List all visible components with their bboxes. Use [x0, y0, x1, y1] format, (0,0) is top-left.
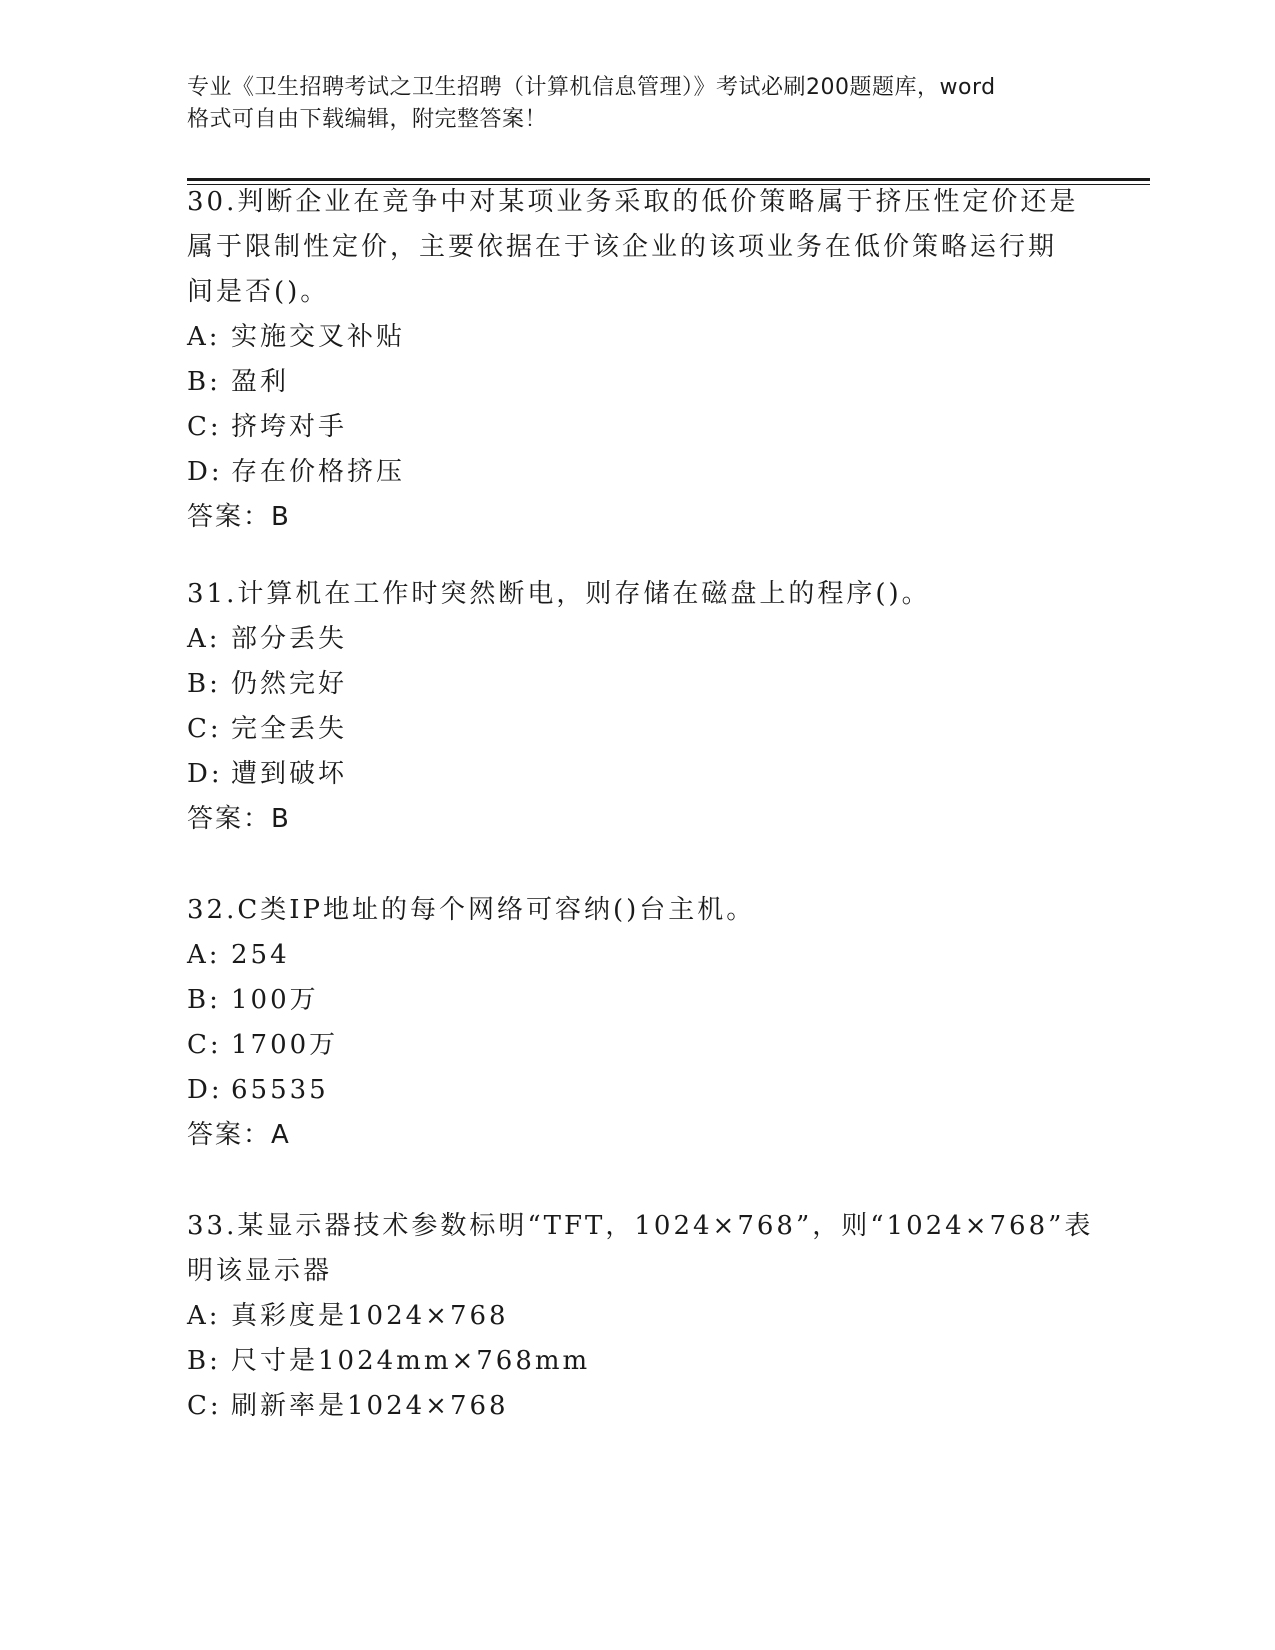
option-text: 存在价格挤压 [231, 457, 406, 487]
answer-line: 答案：A [187, 1120, 291, 1150]
option-d [187, 752, 1087, 797]
option-text: 1700万 [231, 1030, 339, 1060]
option-text: 遭到破坏 [231, 759, 348, 789]
option-text: 254 [231, 940, 290, 970]
option-letter: D: [187, 1075, 223, 1105]
option-text: 部分丢失 [231, 624, 348, 654]
header-line-1: 专业《卫生招聘考试之卫生招聘（计算机信息管理）》考试必刷200题题库，word [187, 75, 996, 100]
option-letter: C: [187, 714, 222, 744]
option-letter: A: [187, 940, 221, 970]
option-a [187, 617, 1087, 662]
option-letter: A: [187, 624, 221, 654]
option-b [187, 662, 1087, 707]
option-text: 刷新率是1024×768 [231, 1391, 509, 1421]
option-b [187, 360, 1087, 405]
option-letter: A: [187, 322, 221, 352]
option-d [187, 1068, 1087, 1113]
option-letter: B: [187, 367, 221, 397]
question-text-line: 属于限制性定价，主要依据在于该企业的该项业务在低价策略运行期 [187, 232, 1058, 262]
option-a [187, 1294, 1087, 1339]
option-letter: D: [187, 759, 223, 789]
option-letter: B: [187, 1346, 221, 1376]
option-letter: B: [187, 669, 221, 699]
option-text: 尺寸是1024mm×768mm [231, 1346, 591, 1376]
option-letter: C: [187, 1030, 222, 1060]
option-a [187, 933, 1087, 978]
option-text: 完全丢失 [231, 714, 348, 744]
option-b [187, 1339, 1087, 1384]
question-text-line: 33.某显示器技术参数标明“TFT，1024×768”，则“1024×768”表 [187, 1211, 1094, 1241]
question-text-line: 明该显示器 [187, 1256, 333, 1286]
answer-line: 答案：B [187, 502, 291, 532]
option-letter: B: [187, 985, 221, 1015]
question-text-line: 间是否()。 [187, 277, 330, 307]
option-d [187, 450, 1087, 495]
question-text-line: 30.判断企业在竞争中对某项业务采取的低价策略属于挤压性定价还是 [187, 187, 1079, 217]
option-text: 挤垮对手 [231, 412, 348, 442]
option-text: 100万 [231, 985, 319, 1015]
question-30 [187, 180, 1087, 540]
option-text: 真彩度是1024×768 [231, 1301, 509, 1331]
option-c [187, 707, 1087, 752]
question-32 [187, 888, 1087, 1158]
option-letter: A: [187, 1301, 221, 1331]
option-c [187, 405, 1087, 450]
option-a [187, 315, 1087, 360]
option-letter: C: [187, 1391, 222, 1421]
option-text: 实施交叉补贴 [231, 322, 406, 352]
option-text: 仍然完好 [231, 669, 348, 699]
answer-line: 答案：B [187, 804, 291, 834]
option-c [187, 1023, 1087, 1068]
question-31 [187, 572, 1087, 842]
option-c [187, 1384, 1087, 1429]
option-letter: D: [187, 457, 223, 487]
question-text-line: 32.C类IP地址的每个网络可容纳()台主机。 [187, 895, 756, 925]
question-text-line: 31.计算机在工作时突然断电，则存储在磁盘上的程序()。 [187, 579, 931, 609]
question-33 [187, 1204, 1094, 1429]
header-line-2: 格式可自由下载编辑，附完整答案！ [187, 107, 548, 132]
option-text: 65535 [231, 1075, 329, 1105]
option-text: 盈利 [231, 367, 290, 397]
option-letter: C: [187, 412, 222, 442]
document-header [187, 72, 1087, 136]
option-b [187, 978, 1087, 1023]
